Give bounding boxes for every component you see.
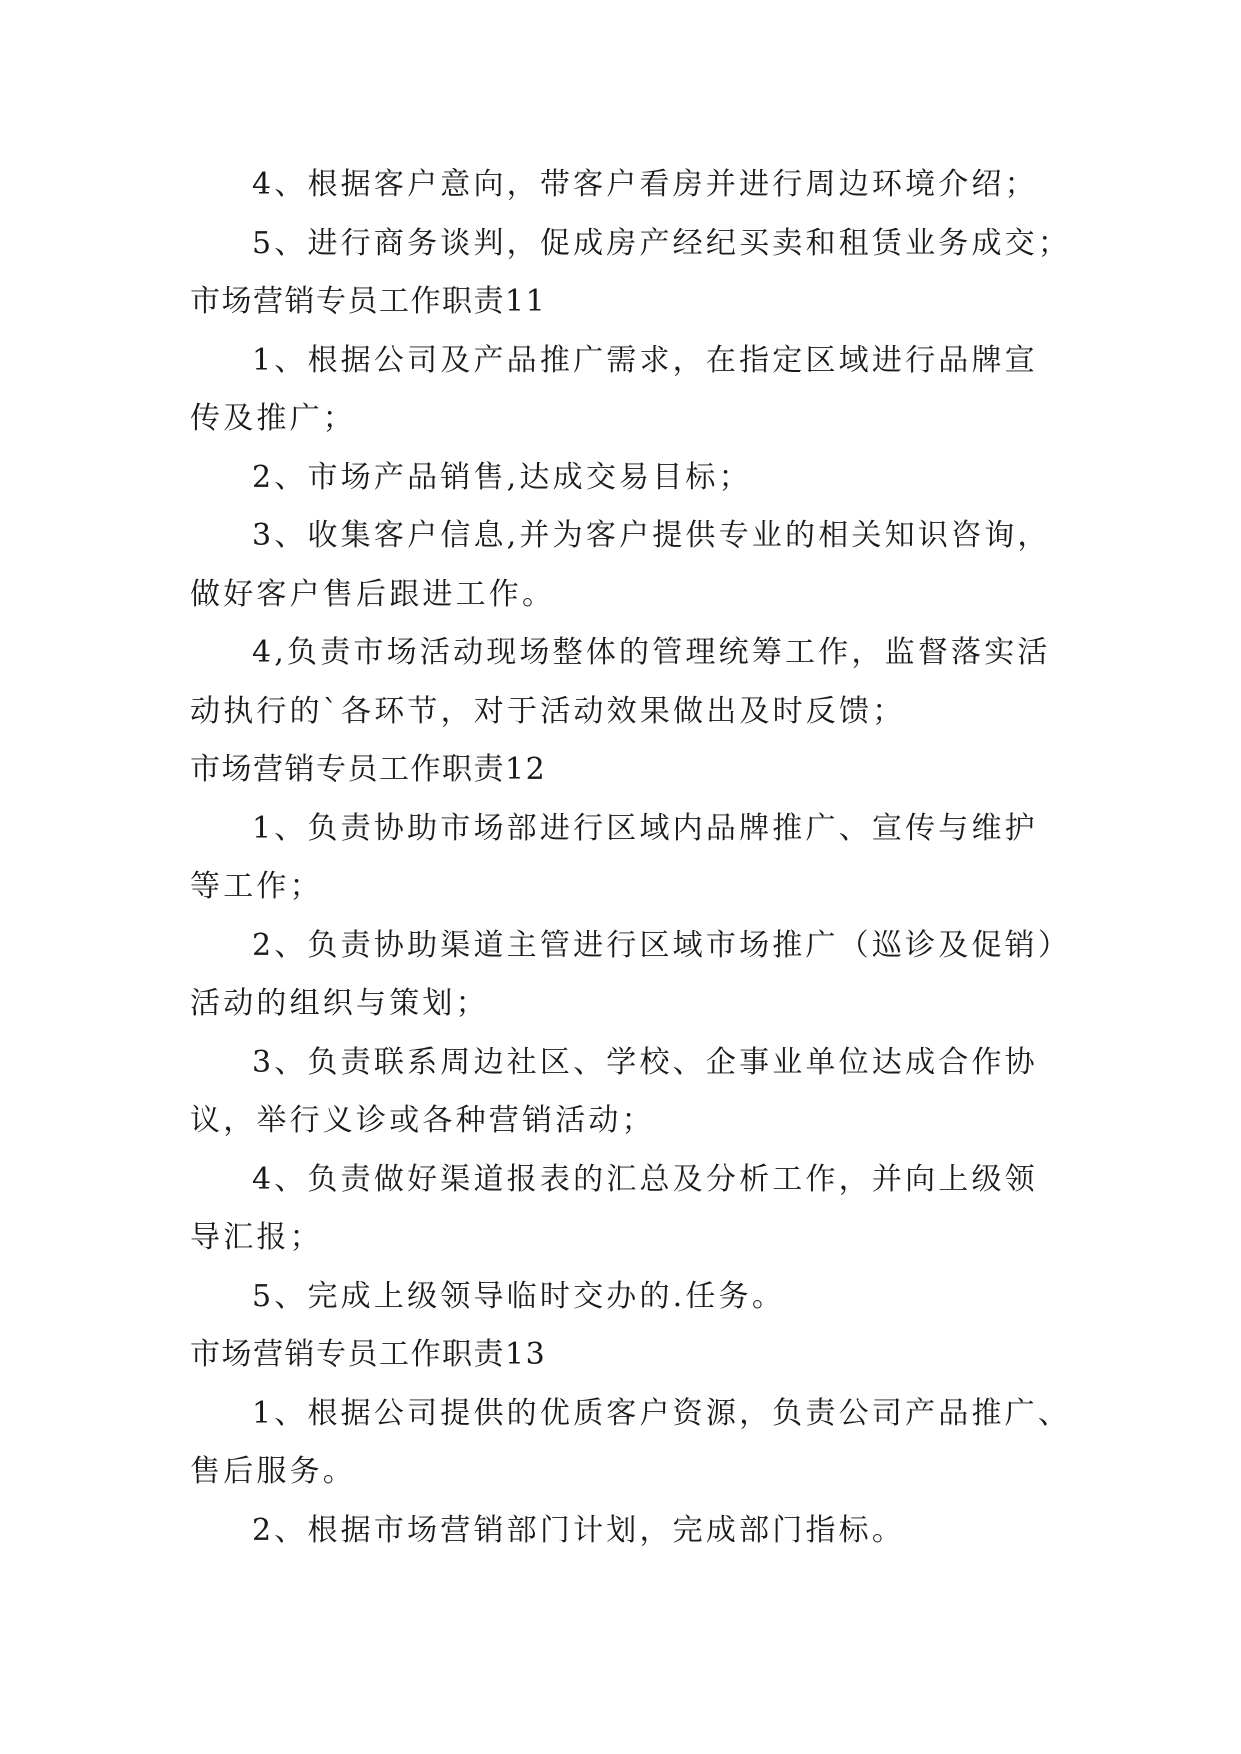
paragraph-line: 1、负责协助市场部进行区域内品牌推广、宣传与维护 [252, 810, 1038, 846]
paragraph-line: 导汇报； [190, 1220, 323, 1255]
paragraph-line: 4、根据客户意向，带客户看房并进行周边环境介绍； [252, 167, 1038, 202]
paragraph-line: 等工作； [190, 869, 323, 904]
paragraph-line: 1、根据公司及产品推广需求，在指定区域进行品牌宣 [252, 342, 1038, 378]
paragraph-line: 售后服务。 [190, 1454, 356, 1489]
section-heading: 市场营销专员工作职责11 [190, 284, 547, 319]
paragraph-line: 议，举行义诊或各种营销活动； [190, 1103, 655, 1138]
paragraph-line: 做好客户售后跟进工作。 [190, 576, 556, 612]
paragraph-line: 2、负责协助渠道主管进行区域市场推广（巡诊及促销） [252, 927, 1072, 963]
document-body [190, 156, 1072, 1560]
section-heading: 市场营销专员工作职责12 [190, 752, 547, 787]
paragraph-line: 4,负责市场活动现场整体的管理统筹工作，监督落实活 [252, 635, 1051, 670]
paragraph-line: 传及推广； [190, 401, 356, 436]
paragraph-line: 3、收集客户信息,并为客户提供专业的相关知识咨询， [252, 518, 1051, 553]
section-heading: 市场营销专员工作职责13 [190, 1337, 547, 1372]
paragraph-line: 3、负责联系周边社区、学校、企事业单位达成合作协 [252, 1044, 1038, 1080]
paragraph-line: 2、市场产品销售,达成交易目标； [252, 459, 752, 495]
paragraph-line: 1、根据公司提供的优质客户资源，负责公司产品推广、 [252, 1395, 1072, 1431]
paragraph-line: 2、根据市场营销部门计划，完成部门指标。 [252, 1512, 906, 1548]
paragraph-line: 活动的组织与策划； [190, 986, 489, 1021]
paragraph-line: 动执行的`各环节，对于活动效果做出及时反馈； [190, 693, 906, 729]
paragraph-line: 5、进行商务谈判，促成房产经纪买卖和租赁业务成交； [252, 225, 1072, 261]
paragraph-line: 5、完成上级领导临时交办的.任务。 [252, 1278, 786, 1314]
paragraph-line: 4、负责做好渠道报表的汇总及分析工作，并向上级领 [252, 1161, 1038, 1197]
